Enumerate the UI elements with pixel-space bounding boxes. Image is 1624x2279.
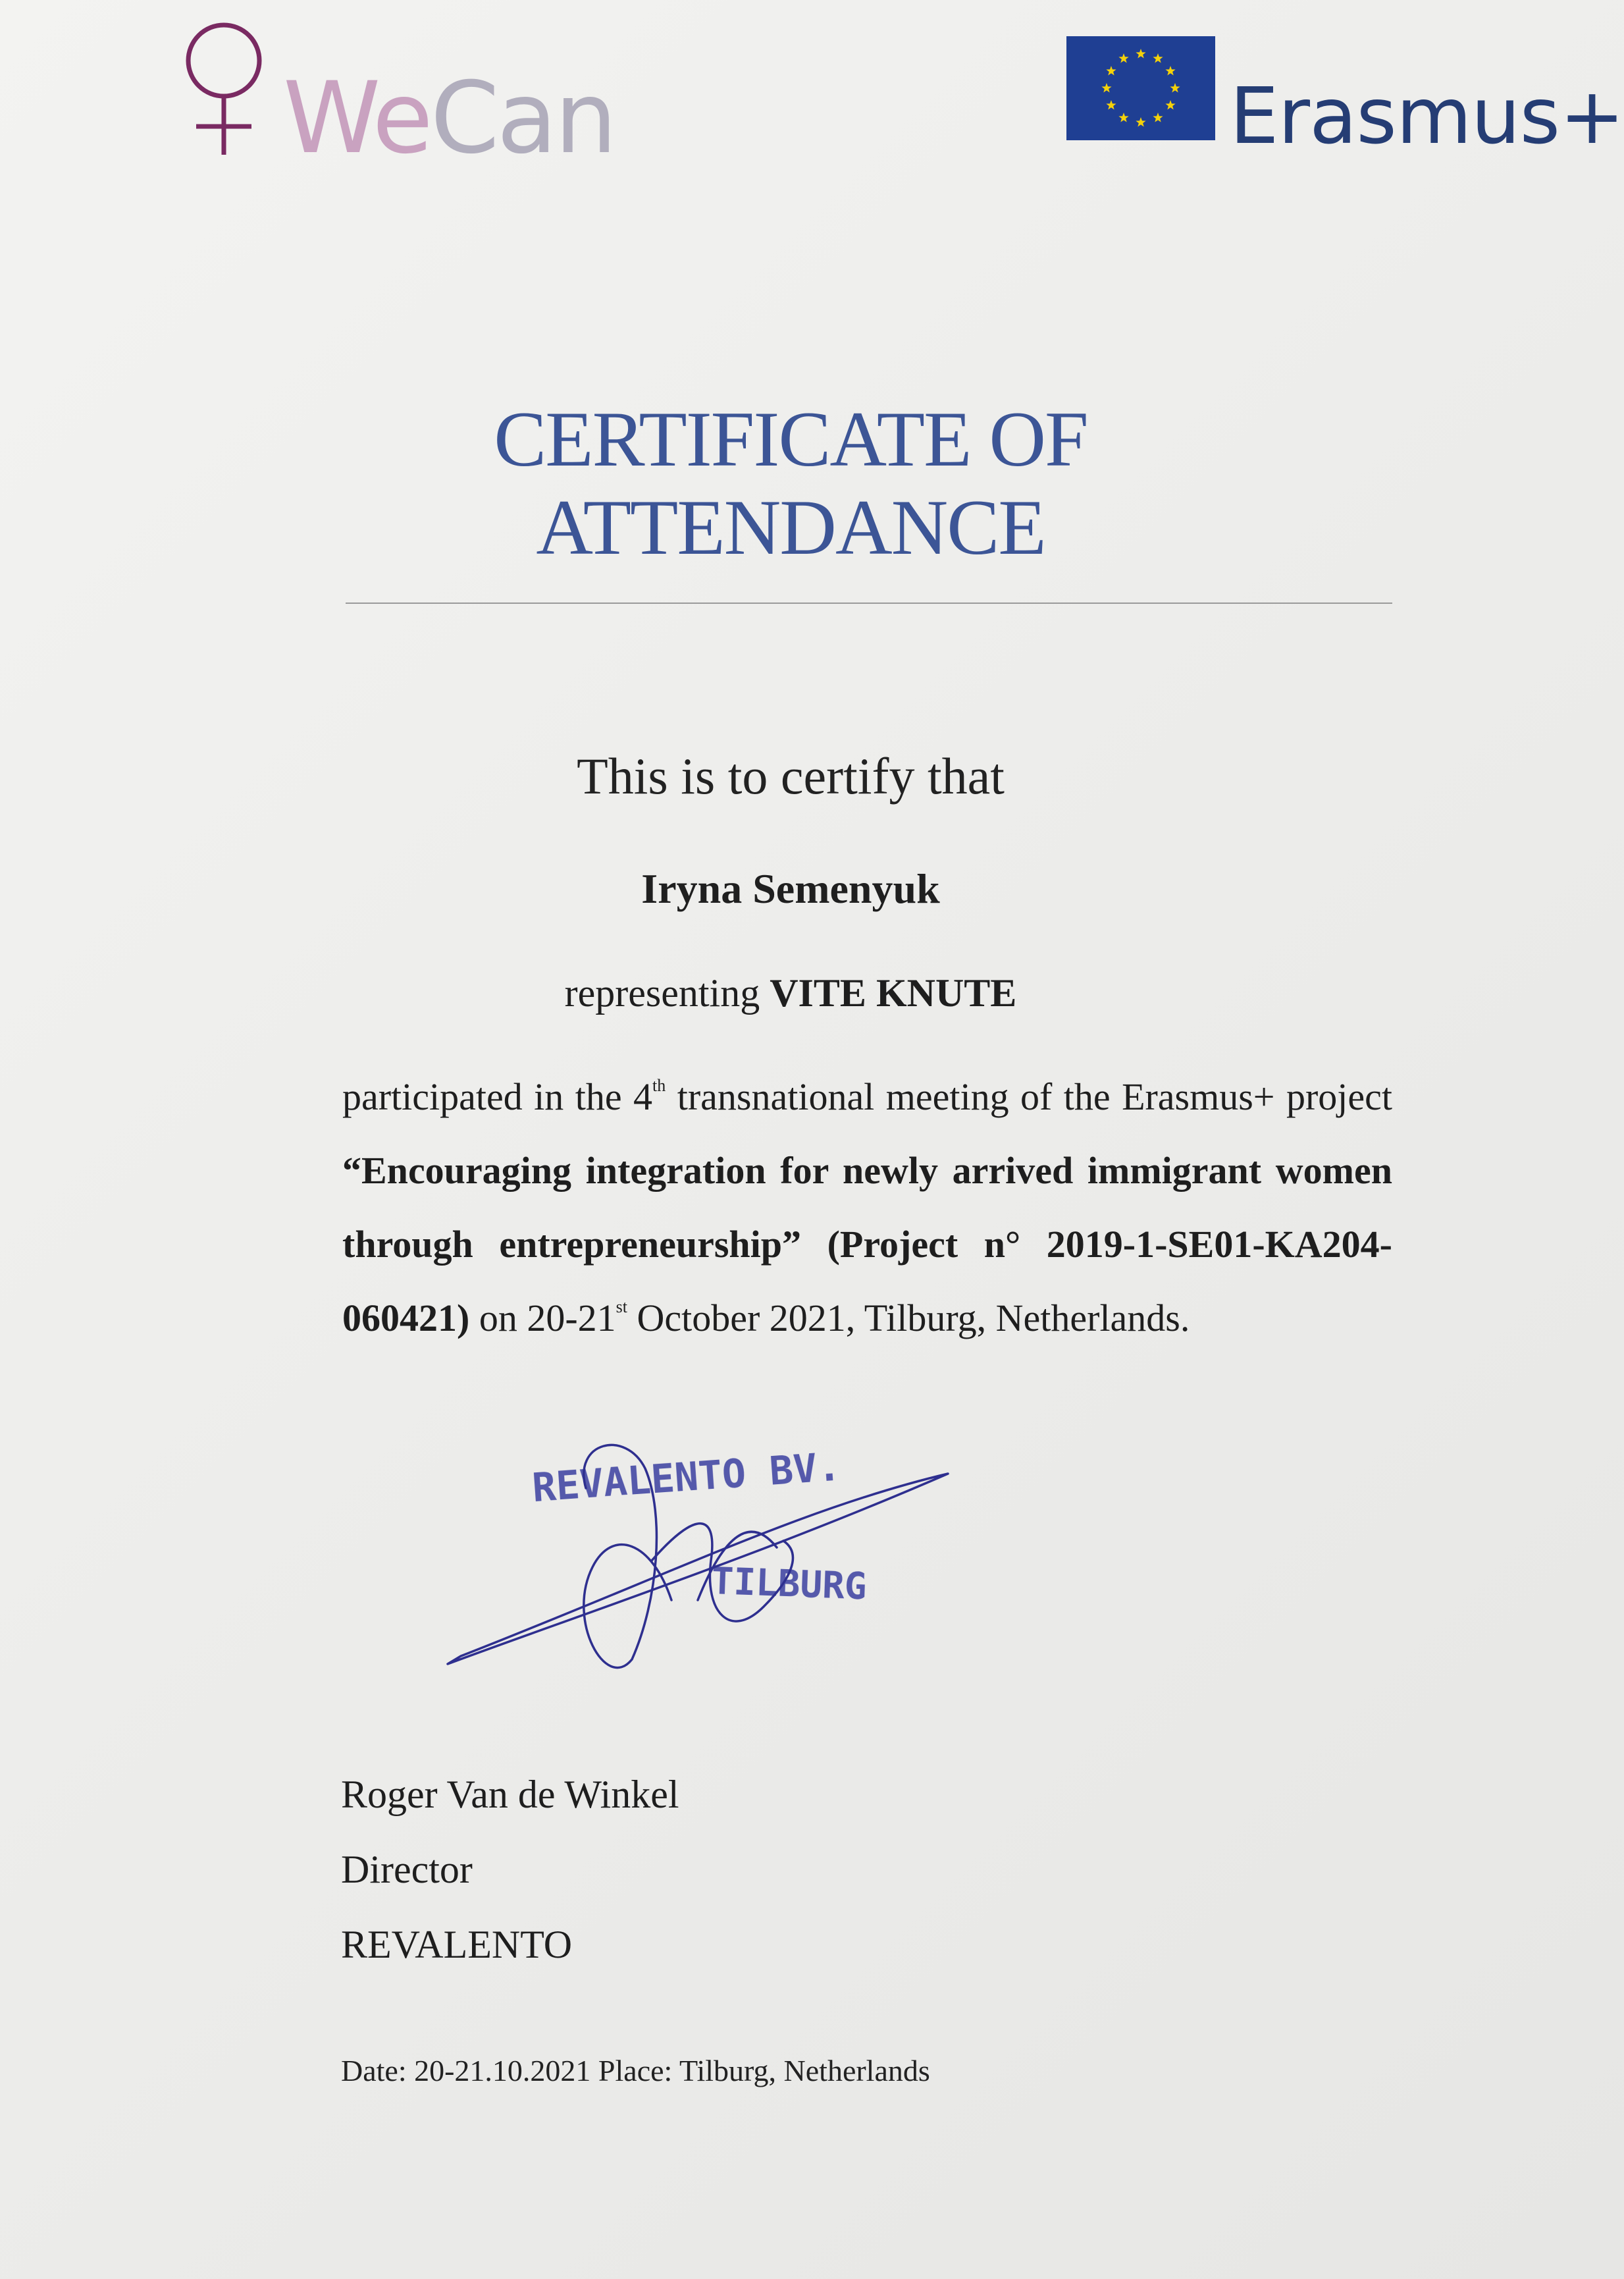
wecan-we-text: We [283, 61, 431, 176]
title-line-2: ATTENDANCE [536, 483, 1045, 571]
stamp-line-2: TILBURG [710, 1560, 868, 1609]
stamp-text [531, 1443, 867, 1608]
statement-part-4: October 2021, Tilburg, Netherlands. [627, 1297, 1190, 1339]
signatory-organization: REVALENTO [341, 1923, 573, 1966]
stamp-line-1: REVALENTO BV. [531, 1443, 843, 1511]
date-place-line: Date: 20-21.10.2021 Place: Tilburg, Netherlands [341, 2054, 930, 2087]
wecan-can-text: Can [430, 61, 615, 176]
statement-part-3: on 20-21 [469, 1297, 616, 1339]
representing-prefix: representing [564, 971, 760, 1015]
representing-line [0, 973, 1581, 1013]
eu-flag-icon [1066, 36, 1215, 140]
statement-date-ordinal: st [616, 1297, 627, 1316]
project-title: “Encouraging integration for newly arrived immigrant women through entrepreneurship” [342, 1149, 1392, 1266]
statement-part-1: participated in the 4 [342, 1075, 653, 1118]
signatory-block [341, 1757, 679, 1982]
project-number: (Project n° 2019-1-SE01-KA204-060421) [342, 1223, 1392, 1339]
certify-text: This is to certify that [577, 747, 1005, 805]
statement-ordinal: th [652, 1076, 666, 1095]
wecan-logo [178, 16, 615, 176]
title-divider [346, 603, 1392, 604]
venus-symbol-icon [178, 20, 270, 158]
signatory-name: Roger Van de Winkel [341, 1773, 679, 1816]
erasmus-wordmark: Erasmus+ [1230, 70, 1624, 161]
participant-name: Iryna Semenyuk [641, 865, 940, 912]
certificate-title [0, 395, 1581, 572]
title-line-1: CERTIFICATE OF [494, 395, 1087, 483]
representing-organization: VITE KNUTE [770, 971, 1017, 1015]
attendance-statement [342, 1060, 1392, 1355]
wecan-wordmark [283, 61, 615, 176]
signatory-role: Director [341, 1848, 473, 1891]
statement-part-2: transnational meeting of the Erasmus+ project [666, 1075, 1392, 1118]
erasmus-logo [1066, 36, 1624, 161]
stamp-and-signature [434, 1403, 961, 1679]
